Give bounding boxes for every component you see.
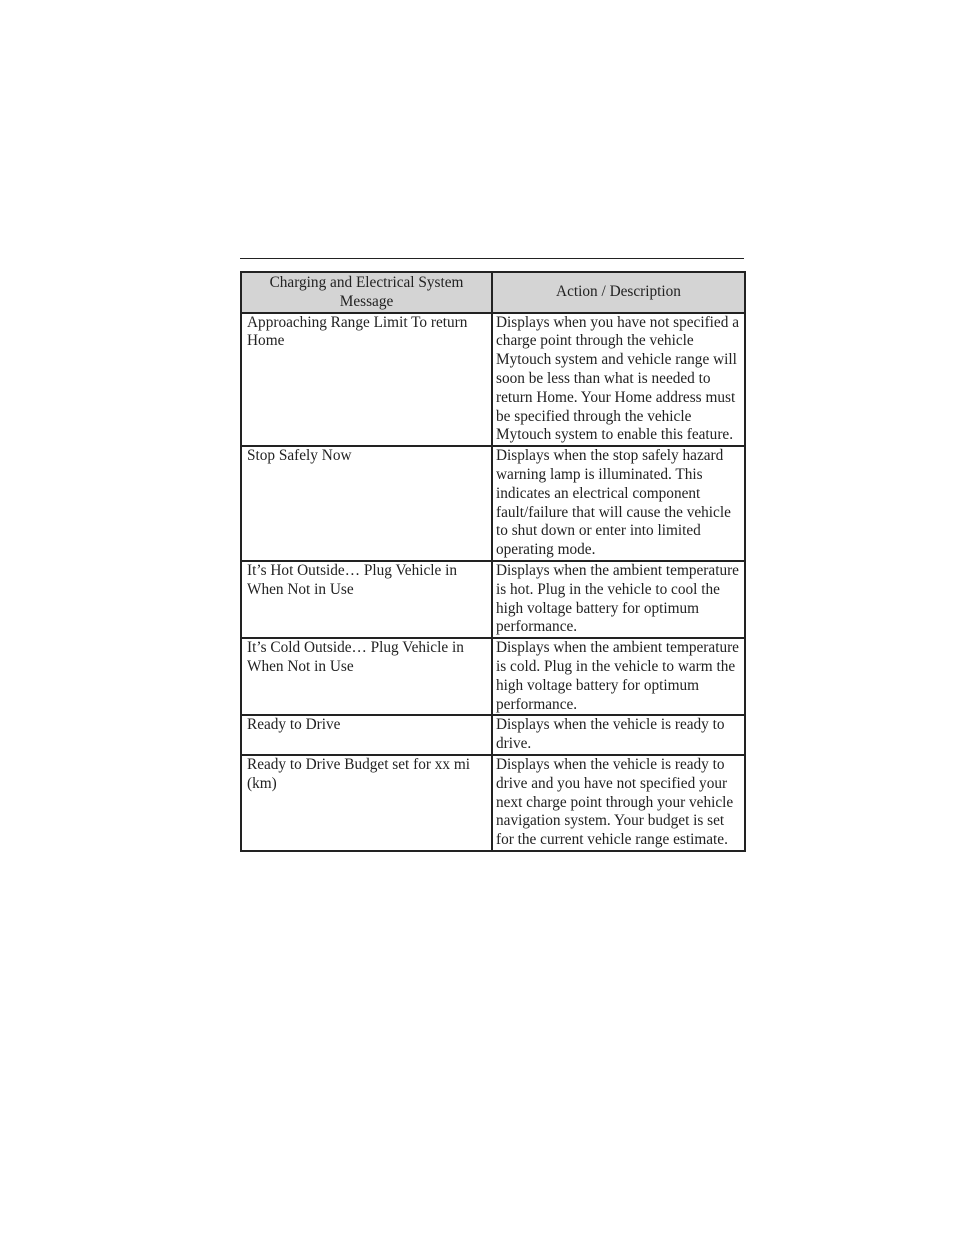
table-row — [241, 755, 745, 851]
message-cell: Ready to Drive Budget set for xx mi (km) — [241, 755, 492, 851]
header-description: Action / Description — [492, 272, 745, 313]
message-cell: Ready to Drive — [241, 715, 492, 755]
message-cell: Stop Safely Now — [241, 446, 492, 561]
description-cell: Displays when the stop safely hazard warning lamp is illuminated. This indicates an electrical component fault/failure that will cause the vehicle to shut down or enter into limited operating mode. — [492, 446, 745, 561]
description-cell: Displays when the vehicle is ready to drive. — [492, 715, 745, 755]
table-header-row — [241, 272, 745, 313]
top-rule — [240, 258, 744, 259]
table-row — [241, 561, 745, 638]
table-row — [241, 638, 745, 715]
description-cell: Displays when you have not specified a charge point through the vehicle Mytouch system and vehicle range will soon be less than what is needed to return Home. Your Home address must be specified through the vehicle Mytouch system to enable this feature. — [492, 313, 745, 447]
header-message: Charging and Electrical System Message — [241, 272, 492, 313]
table-row — [241, 446, 745, 561]
message-cell: Approaching Range Limit To return Home — [241, 313, 492, 447]
description-cell: Displays when the ambient temperature is cold. Plug in the vehicle to warm the high voltage battery for optimum performance. — [492, 638, 745, 715]
table-row — [241, 313, 745, 447]
message-cell: It’s Hot Outside… Plug Vehicle in When Not in Use — [241, 561, 492, 638]
message-cell: It’s Cold Outside… Plug Vehicle in When Not in Use — [241, 638, 492, 715]
description-cell: Displays when the ambient temperature is hot. Plug in the vehicle to cool the high voltage battery for optimum performance. — [492, 561, 745, 638]
table-row — [241, 715, 745, 755]
description-cell: Displays when the vehicle is ready to drive and you have not specified your next charge point through your vehicle navigation system. Your budget is set for the current vehicle range estimate. — [492, 755, 745, 851]
message-table — [240, 271, 746, 852]
